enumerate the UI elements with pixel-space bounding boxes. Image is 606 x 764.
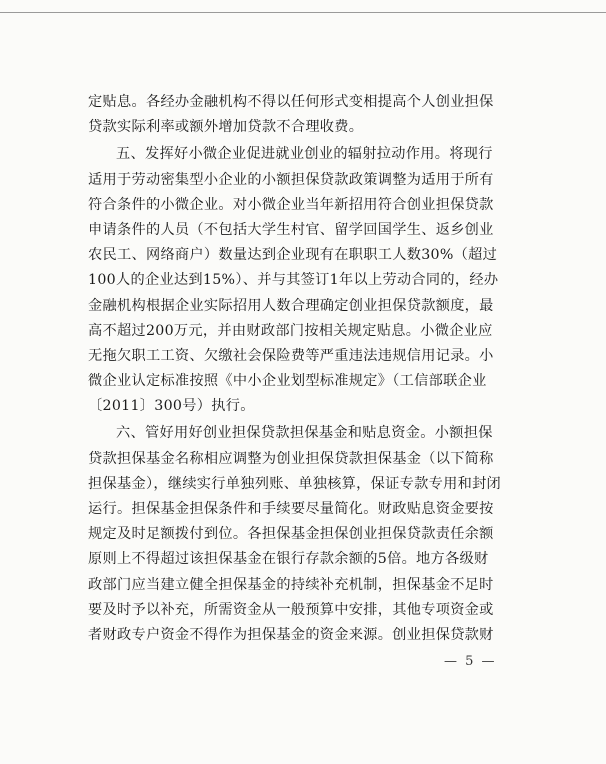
- text-line: 微企业认定标准按照《中小企业划型标准规定》（工信部联企业: [88, 373, 487, 390]
- text-line: 贷款实际利率或额外增加贷款不合理收费。: [88, 119, 364, 136]
- paragraph: [88, 421, 520, 648]
- text-line: 无拖欠职工工资、欠缴社会保险费等严重违法违规信用记录。小: [88, 347, 494, 364]
- paragraph: [88, 90, 520, 140]
- text-line: 要及时予以补充，所需资金从一般预算中安排，其他专项资金或: [88, 601, 494, 618]
- text-line: 政部门应当建立健全担保基金的持续补充机制，担保基金不足时: [88, 576, 494, 593]
- text-line: 六、管好用好创业担保贷款担保基金和贴息资金。小额担保: [116, 425, 493, 442]
- text-line: 者财政专户资金不得作为担保基金的资金来源。创业担保贷款财: [88, 626, 494, 643]
- text-line: 100人的企业达到15%）、并与其签订1年以上劳动合同的，经办: [88, 272, 499, 289]
- text-line: 符合条件的小微企业。对小微企业当年新招用符合创业担保贷款: [88, 196, 494, 213]
- page-number: — 5 —: [444, 654, 497, 669]
- text-line: 定贴息。各经办金融机构不得以任何形式变相提高个人创业担保: [88, 94, 494, 110]
- paragraph: [88, 142, 520, 419]
- text-line: 金融机构根据企业实际招用人数合理确定创业担保贷款额度，最: [88, 297, 494, 314]
- text-line: 规定及时足额拨付到位。各担保基金担保创业担保贷款责任余额: [88, 526, 494, 543]
- text-line: 农民工、网络商户）数量达到企业现有在职职工人数30%（超过: [88, 247, 498, 264]
- text-line: 运行。担保基金担保条件和手续要尽量简化。财政贴息资金要按: [88, 501, 494, 517]
- text-line: 申请条件的人员（不包括大学生村官、留学回国学生、返乡创业: [88, 221, 494, 238]
- text-line: 高不超过200万元，并由财政部门按相关规定贴息。小微企业应: [88, 322, 493, 339]
- text-line: 五、发挥好小微企业促进就业创业的辐射拉动作用。将现行: [116, 146, 493, 163]
- text-line: 原则上不得超过该担保基金在银行存款余额的5倍。地方各级财: [88, 551, 489, 568]
- text-line: 适用于劳动密集型小企业的小额担保贷款政策调整为适用于所有: [88, 171, 494, 188]
- text-line: 〔2011〕300号）执行。: [88, 398, 255, 415]
- text-line: 担保基金），继续实行单独列账、单独核算，保证专款专用和封闭: [88, 475, 502, 492]
- body-text: [88, 90, 520, 648]
- text-line: 贷款担保基金名称相应调整为创业担保贷款担保基金（以下简称: [88, 450, 494, 467]
- top-edge-rule: [0, 12, 606, 13]
